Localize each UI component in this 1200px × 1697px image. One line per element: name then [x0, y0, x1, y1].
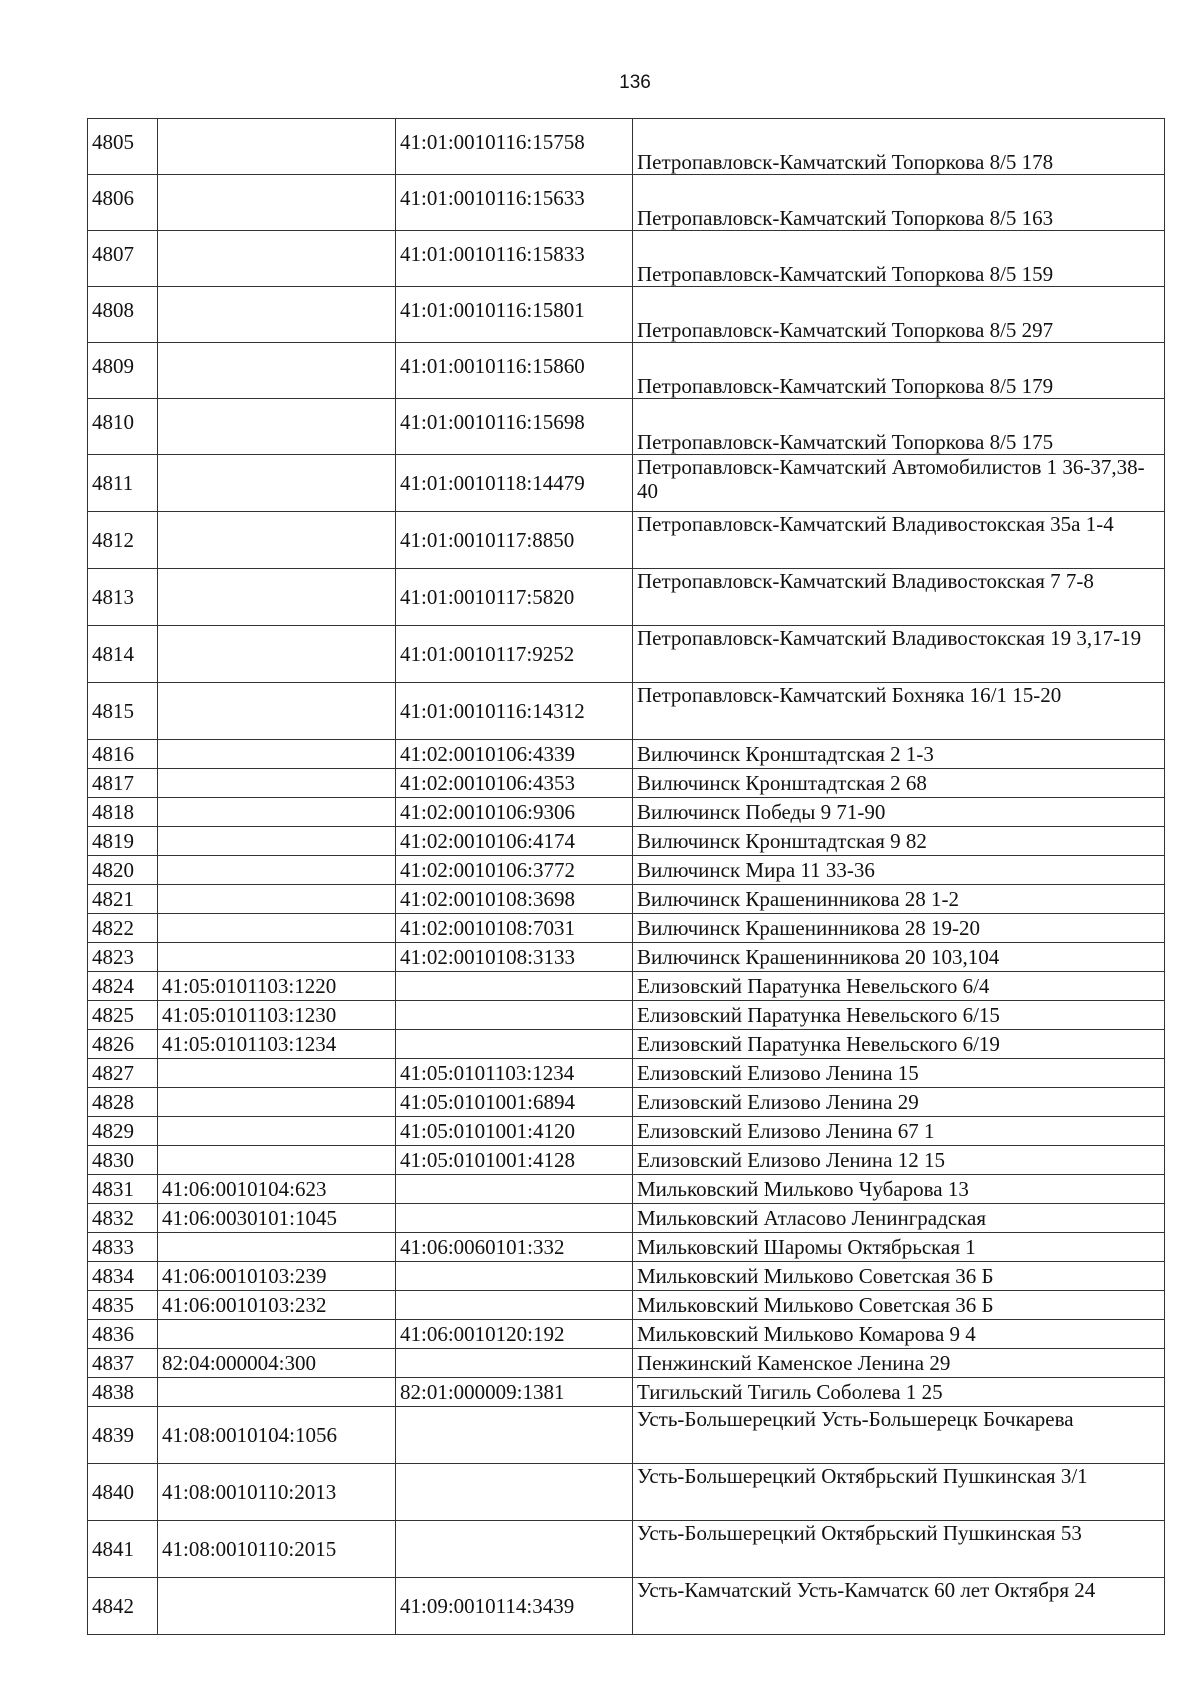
cadastral-number-cell — [158, 769, 396, 798]
table-row — [88, 856, 1165, 885]
address-cell: Мильковский Мильково Советская 36 Б — [633, 1291, 1165, 1320]
address-cell: Петропавловск-Камчатский Владивостокская 7 7-8 — [633, 569, 1165, 626]
cadastral-number-cell — [158, 885, 396, 914]
table-row — [88, 1407, 1165, 1464]
address-cell: Вилючинск Кронштадтская 2 68 — [633, 769, 1165, 798]
address-cell: Елизовский Паратунка Невельского 6/15 — [633, 1001, 1165, 1030]
address-cell: Петропавловск-Камчатский Топоркова 8/5 163 — [633, 175, 1165, 231]
address-cell: Петропавловск-Камчатский Топоркова 8/5 179 — [633, 343, 1165, 399]
cadastral-number-cell — [158, 1320, 396, 1349]
table-row — [88, 1378, 1165, 1407]
row-number-cell: 4838 — [88, 1378, 158, 1407]
cadastral-number-cell: 41:05:0101103:1220 — [158, 972, 396, 1001]
cadastral-number-cell — [158, 1088, 396, 1117]
address-cell: Усть-Большерецкий Усть-Большерецк Бочкарева — [633, 1407, 1165, 1464]
address-cell: Петропавловск-Камчатский Владивостокская 19 3,17-19 — [633, 626, 1165, 683]
address-cell: Усть-Большерецкий Октябрьский Пушкинская 3/1 — [633, 1464, 1165, 1521]
table-row — [88, 343, 1165, 399]
cadastral-number-cell — [158, 1059, 396, 1088]
address-cell: Елизовский Елизово Ленина 15 — [633, 1059, 1165, 1088]
row-number-cell: 4815 — [88, 683, 158, 740]
row-number-cell: 4829 — [88, 1117, 158, 1146]
table-row — [88, 1233, 1165, 1262]
cadastral-number-alt-cell: 41:01:0010117:5820 — [396, 569, 633, 626]
table-row — [88, 740, 1165, 769]
table-row — [88, 1291, 1165, 1320]
table-row — [88, 1521, 1165, 1578]
table-row — [88, 1117, 1165, 1146]
cadastral-number-alt-cell — [396, 972, 633, 1001]
page-number: 136 — [619, 72, 651, 93]
table-row — [88, 1059, 1165, 1088]
table-row — [88, 1088, 1165, 1117]
row-number-cell: 4837 — [88, 1349, 158, 1378]
table-row — [88, 1464, 1165, 1521]
table-row — [88, 399, 1165, 455]
cadastral-number-alt-cell: 41:02:0010106:9306 — [396, 798, 633, 827]
cadastral-number-alt-cell: 41:01:0010117:9252 — [396, 626, 633, 683]
row-number-cell: 4833 — [88, 1233, 158, 1262]
cadastral-number-alt-cell: 41:02:0010108:3133 — [396, 943, 633, 972]
cadastral-number-alt-cell — [396, 1262, 633, 1291]
address-cell: Вилючинск Победы 9 71-90 — [633, 798, 1165, 827]
cadastral-number-cell — [158, 119, 396, 175]
cadastral-number-cell — [158, 740, 396, 769]
cadastral-number-cell — [158, 914, 396, 943]
table-row — [88, 1204, 1165, 1233]
address-cell: Мильковский Мильково Чубарова 13 — [633, 1175, 1165, 1204]
table-row — [88, 287, 1165, 343]
cadastral-number-alt-cell — [396, 1349, 633, 1378]
cadastral-number-cell — [158, 399, 396, 455]
cadastral-number-cell — [158, 455, 396, 512]
address-cell: Елизовский Елизово Ленина 29 — [633, 1088, 1165, 1117]
cadastral-number-cell: 41:06:0010103:232 — [158, 1291, 396, 1320]
row-number-cell: 4841 — [88, 1521, 158, 1578]
cadastral-number-alt-cell: 41:01:0010116:15698 — [396, 399, 633, 455]
row-number-cell: 4805 — [88, 119, 158, 175]
address-cell: Вилючинск Кронштадтская 9 82 — [633, 827, 1165, 856]
row-number-cell: 4836 — [88, 1320, 158, 1349]
row-number-cell: 4828 — [88, 1088, 158, 1117]
cadastral-number-cell: 41:08:0010110:2015 — [158, 1521, 396, 1578]
address-cell: Петропавловск-Камчатский Топоркова 8/5 175 — [633, 399, 1165, 455]
table-row — [88, 175, 1165, 231]
row-number-cell: 4820 — [88, 856, 158, 885]
table-row — [88, 827, 1165, 856]
address-cell: Пенжинский Каменское Ленина 29 — [633, 1349, 1165, 1378]
table-row — [88, 1146, 1165, 1175]
cadastral-number-cell: 41:06:0010103:239 — [158, 1262, 396, 1291]
cadastral-number-cell — [158, 569, 396, 626]
address-cell: Петропавловск-Камчатский Бохняка 16/1 15-20 — [633, 683, 1165, 740]
address-cell: Петропавловск-Камчатский Автомобилистов 1 36-37,38-40 — [633, 455, 1165, 512]
cadastral-number-cell: 82:04:000004:300 — [158, 1349, 396, 1378]
address-cell: Елизовский Елизово Ленина 12 15 — [633, 1146, 1165, 1175]
row-number-cell: 4808 — [88, 287, 158, 343]
cadastral-number-alt-cell — [396, 1291, 633, 1320]
table-row — [88, 683, 1165, 740]
cadastral-number-alt-cell: 41:02:0010108:3698 — [396, 885, 633, 914]
address-cell: Вилючинск Мира 11 33-36 — [633, 856, 1165, 885]
cadastral-number-cell — [158, 683, 396, 740]
address-cell: Петропавловск-Камчатский Топоркова 8/5 297 — [633, 287, 1165, 343]
row-number-cell: 4814 — [88, 626, 158, 683]
address-cell: Усть-Большерецкий Октябрьский Пушкинская 53 — [633, 1521, 1165, 1578]
row-number-cell: 4816 — [88, 740, 158, 769]
cadastral-number-cell — [158, 287, 396, 343]
table-row — [88, 231, 1165, 287]
row-number-cell: 4811 — [88, 455, 158, 512]
row-number-cell: 4839 — [88, 1407, 158, 1464]
cadastral-number-cell: 41:05:0101103:1234 — [158, 1030, 396, 1059]
cadastral-number-cell: 41:05:0101103:1230 — [158, 1001, 396, 1030]
cadastral-number-alt-cell: 41:01:0010116:15860 — [396, 343, 633, 399]
address-cell: Вилючинск Крашенинникова 28 19-20 — [633, 914, 1165, 943]
row-number-cell: 4809 — [88, 343, 158, 399]
cadastral-number-alt-cell: 41:09:0010114:3439 — [396, 1578, 633, 1635]
row-number-cell: 4818 — [88, 798, 158, 827]
cadastral-number-cell — [158, 1233, 396, 1262]
cadastral-number-alt-cell: 41:01:0010116:15833 — [396, 231, 633, 287]
row-number-cell: 4813 — [88, 569, 158, 626]
row-number-cell: 4824 — [88, 972, 158, 1001]
row-number-cell: 4822 — [88, 914, 158, 943]
table-row — [88, 914, 1165, 943]
cadastral-number-cell — [158, 1578, 396, 1635]
address-cell: Мильковский Мильково Комарова 9 4 — [633, 1320, 1165, 1349]
cadastral-number-cell: 41:08:0010110:2013 — [158, 1464, 396, 1521]
table-row — [88, 943, 1165, 972]
table-row — [88, 1001, 1165, 1030]
cadastral-number-alt-cell: 41:02:0010106:4353 — [396, 769, 633, 798]
address-cell: Елизовский Паратунка Невельского 6/4 — [633, 972, 1165, 1001]
cadastral-number-cell — [158, 798, 396, 827]
row-number-cell: 4821 — [88, 885, 158, 914]
address-cell: Вилючинск Крашенинникова 20 103,104 — [633, 943, 1165, 972]
cadastral-number-cell — [158, 626, 396, 683]
table-row — [88, 569, 1165, 626]
table-row — [88, 885, 1165, 914]
cadastral-number-alt-cell: 41:05:0101001:6894 — [396, 1088, 633, 1117]
cadastral-number-cell: 41:06:0030101:1045 — [158, 1204, 396, 1233]
cadastral-number-cell — [158, 343, 396, 399]
cadastral-number-cell — [158, 1146, 396, 1175]
row-number-cell: 4819 — [88, 827, 158, 856]
table-row — [88, 1320, 1165, 1349]
cadastral-number-alt-cell: 41:06:0010120:192 — [396, 1320, 633, 1349]
cadastral-number-alt-cell — [396, 1001, 633, 1030]
cadastral-number-alt-cell: 41:01:0010116:14312 — [396, 683, 633, 740]
address-cell: Петропавловск-Камчатский Владивостокская 35а 1-4 — [633, 512, 1165, 569]
cadastral-number-alt-cell: 41:01:0010116:15758 — [396, 119, 633, 175]
cadastral-number-cell: 41:08:0010104:1056 — [158, 1407, 396, 1464]
table-row — [88, 455, 1165, 512]
table-row — [88, 1030, 1165, 1059]
cadastral-number-alt-cell: 41:01:0010116:15801 — [396, 287, 633, 343]
row-number-cell: 4842 — [88, 1578, 158, 1635]
address-cell: Мильковский Шаромы Октябрьская 1 — [633, 1233, 1165, 1262]
cadastral-number-alt-cell: 41:02:0010106:4339 — [396, 740, 633, 769]
row-number-cell: 4806 — [88, 175, 158, 231]
cadastral-number-alt-cell: 41:01:0010117:8850 — [396, 512, 633, 569]
address-cell: Усть-Камчатский Усть-Камчатск 60 лет Октября 24 — [633, 1578, 1165, 1635]
address-cell: Мильковский Мильково Советская 36 Б — [633, 1262, 1165, 1291]
table-row — [88, 1175, 1165, 1204]
cadastral-number-alt-cell: 41:05:0101001:4128 — [396, 1146, 633, 1175]
cadastral-number-cell: 41:06:0010104:623 — [158, 1175, 396, 1204]
cadastral-number-alt-cell: 41:02:0010106:4174 — [396, 827, 633, 856]
registry-table — [87, 118, 1165, 1635]
cadastral-number-alt-cell: 41:01:0010116:15633 — [396, 175, 633, 231]
row-number-cell: 4831 — [88, 1175, 158, 1204]
table-row — [88, 1349, 1165, 1378]
row-number-cell: 4826 — [88, 1030, 158, 1059]
address-cell: Елизовский Елизово Ленина 67 1 — [633, 1117, 1165, 1146]
address-cell: Тигильский Тигиль Соболева 1 25 — [633, 1378, 1165, 1407]
row-number-cell: 4817 — [88, 769, 158, 798]
cadastral-number-alt-cell — [396, 1175, 633, 1204]
cadastral-number-alt-cell: 41:01:0010118:14479 — [396, 455, 633, 512]
cadastral-number-alt-cell: 41:05:0101103:1234 — [396, 1059, 633, 1088]
cadastral-number-alt-cell: 41:05:0101001:4120 — [396, 1117, 633, 1146]
row-number-cell: 4825 — [88, 1001, 158, 1030]
cadastral-number-cell — [158, 231, 396, 287]
table-row — [88, 972, 1165, 1001]
address-cell: Вилючинск Крашенинникова 28 1-2 — [633, 885, 1165, 914]
row-number-cell: 4830 — [88, 1146, 158, 1175]
row-number-cell: 4827 — [88, 1059, 158, 1088]
cadastral-number-alt-cell — [396, 1030, 633, 1059]
row-number-cell: 4834 — [88, 1262, 158, 1291]
cadastral-number-cell — [158, 943, 396, 972]
cadastral-number-alt-cell — [396, 1204, 633, 1233]
cadastral-number-cell — [158, 1117, 396, 1146]
table-row — [88, 769, 1165, 798]
cadastral-number-alt-cell: 82:01:000009:1381 — [396, 1378, 633, 1407]
cadastral-number-alt-cell — [396, 1407, 633, 1464]
table-row — [88, 1578, 1165, 1635]
cadastral-number-alt-cell: 41:06:0060101:332 — [396, 1233, 633, 1262]
table-row — [88, 512, 1165, 569]
row-number-cell: 4807 — [88, 231, 158, 287]
row-number-cell: 4810 — [88, 399, 158, 455]
address-cell: Петропавловск-Камчатский Топоркова 8/5 178 — [633, 119, 1165, 175]
cadastral-number-alt-cell: 41:02:0010108:7031 — [396, 914, 633, 943]
cadastral-number-alt-cell — [396, 1521, 633, 1578]
cadastral-number-alt-cell: 41:02:0010106:3772 — [396, 856, 633, 885]
address-cell: Мильковский Атласово Ленинградская — [633, 1204, 1165, 1233]
row-number-cell: 4840 — [88, 1464, 158, 1521]
row-number-cell: 4823 — [88, 943, 158, 972]
row-number-cell: 4832 — [88, 1204, 158, 1233]
cadastral-number-cell — [158, 827, 396, 856]
table-row — [88, 798, 1165, 827]
table-row — [88, 119, 1165, 175]
cadastral-number-cell — [158, 512, 396, 569]
address-cell: Петропавловск-Камчатский Топоркова 8/5 159 — [633, 231, 1165, 287]
address-cell: Вилючинск Кронштадтская 2 1-3 — [633, 740, 1165, 769]
cadastral-number-alt-cell — [396, 1464, 633, 1521]
cadastral-number-cell — [158, 175, 396, 231]
row-number-cell: 4835 — [88, 1291, 158, 1320]
table-row — [88, 626, 1165, 683]
cadastral-number-cell — [158, 1378, 396, 1407]
address-cell: Елизовский Паратунка Невельского 6/19 — [633, 1030, 1165, 1059]
row-number-cell: 4812 — [88, 512, 158, 569]
table-row — [88, 1262, 1165, 1291]
cadastral-number-cell — [158, 856, 396, 885]
